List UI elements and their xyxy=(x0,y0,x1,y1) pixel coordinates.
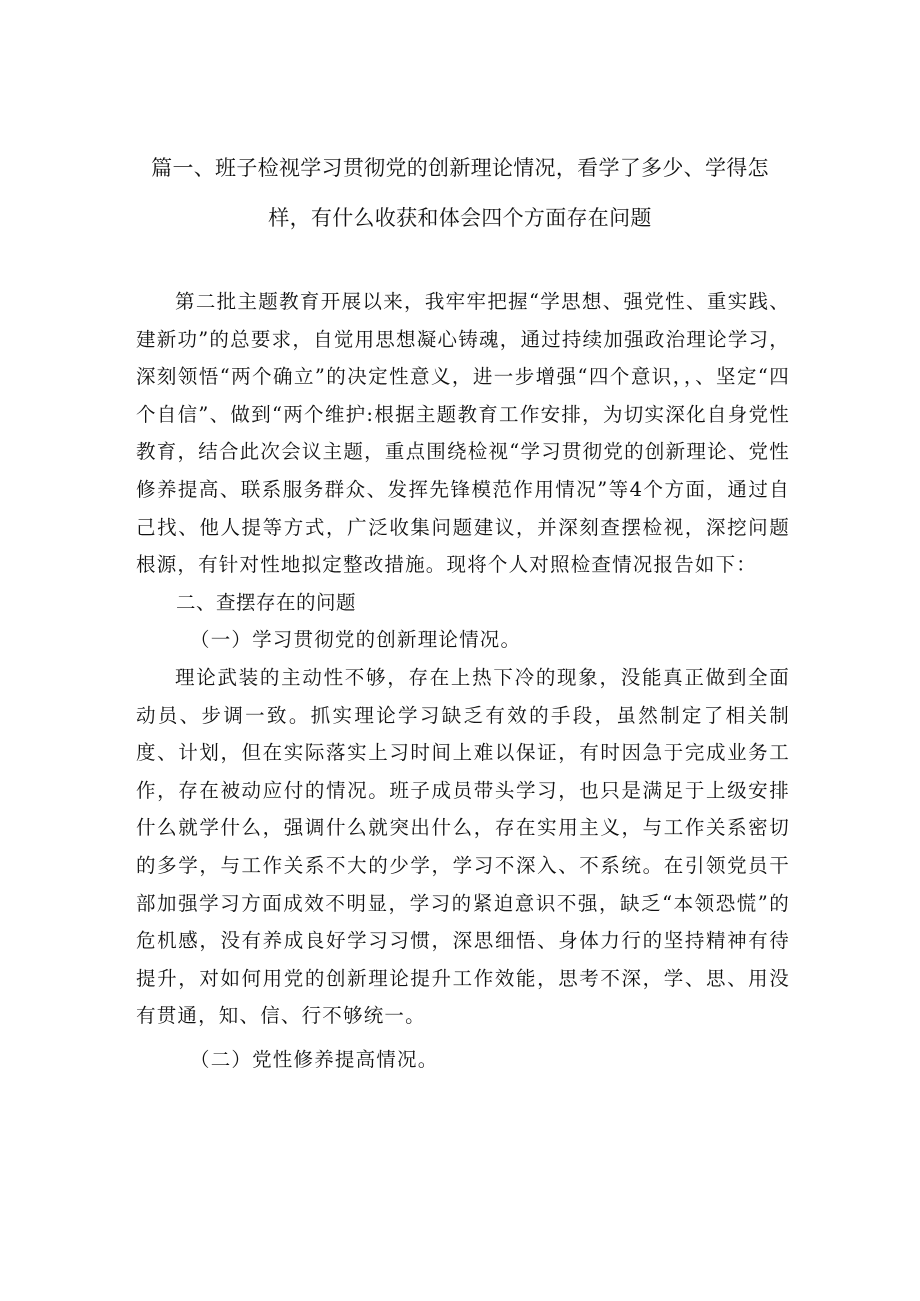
intro-paragraph: 第二批主题教育开展以来，我牢牢把握“学思想、强党性、重实践、建新功”的总要求，自觉用思想凝心铸魂，通过持续加强政治理论学习，深刻领悟“两个确立”的决定性意义，进一步增强“四个意识，，、坚定“四个自信”、做到“两个维护:根据主题教育工作安排，为切实深化自身党性教育，结合此次会议主题，重点围绕检视“学习贯彻党的创新理论、党性修养提高、联系服务群众、发挥先锋模范作用情况”等4个方面，通过自己找、他人提等方式，广泛收集问题建议，并深刻查摆检视，深挖问题根源，有针对性地拟定整改措施。现将个人对照检查情况报告如下： xyxy=(136,290,790,577)
section-heading: 二、查摆存在的问题 xyxy=(176,590,357,614)
document-title: 篇一、班子检视学习贯彻党的创新理论情况，看学了多少、学得怎样，有什么收获和体会四个方面存在问题 xyxy=(151,156,769,230)
subsection-heading-1: （一）学习贯彻党的创新理论情况。 xyxy=(190,628,522,652)
subsection-heading-2: （二）党性修养提高情况。 xyxy=(190,1047,439,1071)
subsection-1-paragraph: 理论武装的主动性不够，存在上热下冷的现象，没能真正做到全面动员、步调一致。抓实理论学习缺乏有效的手段，虽然制定了相关制度、计划，但在实际落实上习时间上难以保证，有时因急于完成业务工作，存在被动应付的情况。班子成员带头学习，也只是满足于上级安排什么就学什么，强调什么就突出什么，存在实用主义，与工作关系密切的多学，与工作关系不大的少学，学习不深入、不系统。在引领党员干部加强学习方面成效不明显，学习的紧迫意识不强，缺乏“本领恐慌”的危机感，没有养成良好学习习惯，深思细悟、身体力行的坚持精神有待提升，对如何用党的创新理论提升工作效能，思考不深，学、思、用没有贯通，知、信、行不够统一。 xyxy=(136,665,790,1028)
document-body xyxy=(136,283,790,1078)
